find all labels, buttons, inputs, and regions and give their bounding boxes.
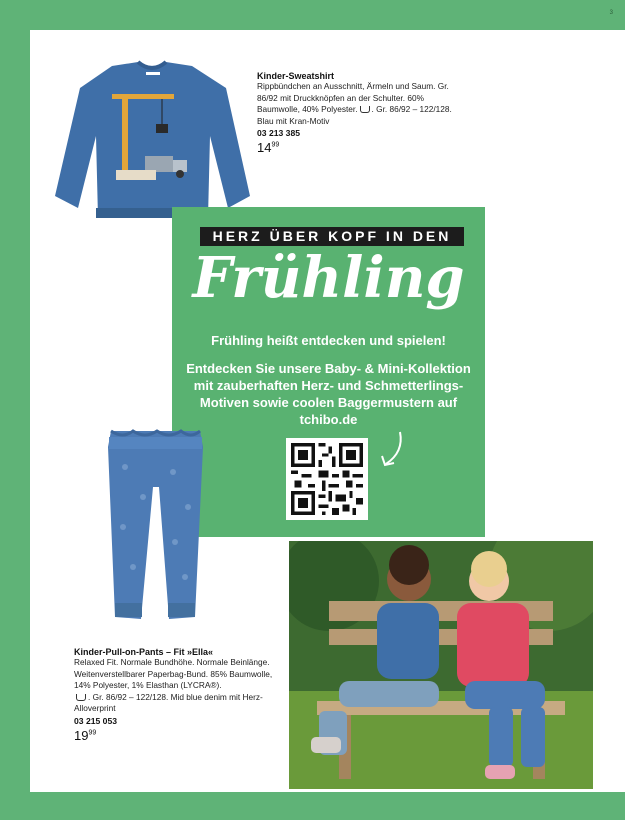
pants-price <box>74 728 279 743</box>
pants-price-cents: 99 <box>88 729 97 737</box>
sweatshirt-description <box>257 81 457 127</box>
sweatshirt-desc-2: . Gr. 86/92 – 122/128. Blau mit Kran-Motiv <box>257 104 452 126</box>
pants-article-number: 03 215 053 <box>74 715 118 726</box>
promo-lead: Frühling heißt entdecken und spielen! <box>211 333 446 348</box>
curved-arrow-icon <box>378 430 408 470</box>
promo-headline: HERZ ÜBER KOPF IN DEN <box>200 227 464 246</box>
sweatshirt-title: Kinder-Sweatshirt <box>257 71 335 81</box>
pants-title: Kinder-Pull-on-Pants – Fit »Ella« <box>74 647 214 657</box>
wash-symbol-icon <box>76 694 86 701</box>
sweatshirt-price <box>257 140 457 155</box>
sweatshirt-desc-1: Rippbündchen an Ausschnitt, Ärmeln und Saum. Gr. 86/92 mit Druckknöpfen an der Schulter. 60% Baumwolle, 40% Polyester. <box>257 81 449 114</box>
sweatshirt-price-main: 14 <box>257 140 272 155</box>
sweatshirt-article-number: 03 213 385 <box>257 128 301 138</box>
pants-desc-2: . Gr. 86/92 – 122/128. Mid blue denim mit Herz-Alloverprint <box>74 691 263 713</box>
qr-code-icon[interactable] <box>286 438 368 520</box>
children-bench-photo <box>289 541 593 789</box>
pants-description <box>74 657 279 715</box>
pants-price-main: 19 <box>74 727 89 743</box>
wash-symbol-icon <box>360 106 370 113</box>
denim-pants-image <box>103 427 208 625</box>
promo-script-word: Frühling <box>192 245 465 311</box>
sweatshirt-image <box>50 58 255 228</box>
page-number: 3 <box>609 10 613 16</box>
sweatshirt-price-cents: 99 <box>271 141 280 149</box>
pants-desc-1: Relaxed Fit. Normale Bundhöhe. Normale Beinlänge. Weitenverstellbarer Paperbag-Bund. 85% Baumwolle, 14% Polyester, 1% Elasthan (LYCRA®). <box>74 657 273 690</box>
promo-body: Entdecken Sie unsere Baby- & Mini-Kollektion mit zauberhaften Herz- und Schmetterlings-Motiven sowie coolen Baggermustern auf tchibo.de <box>186 361 471 427</box>
